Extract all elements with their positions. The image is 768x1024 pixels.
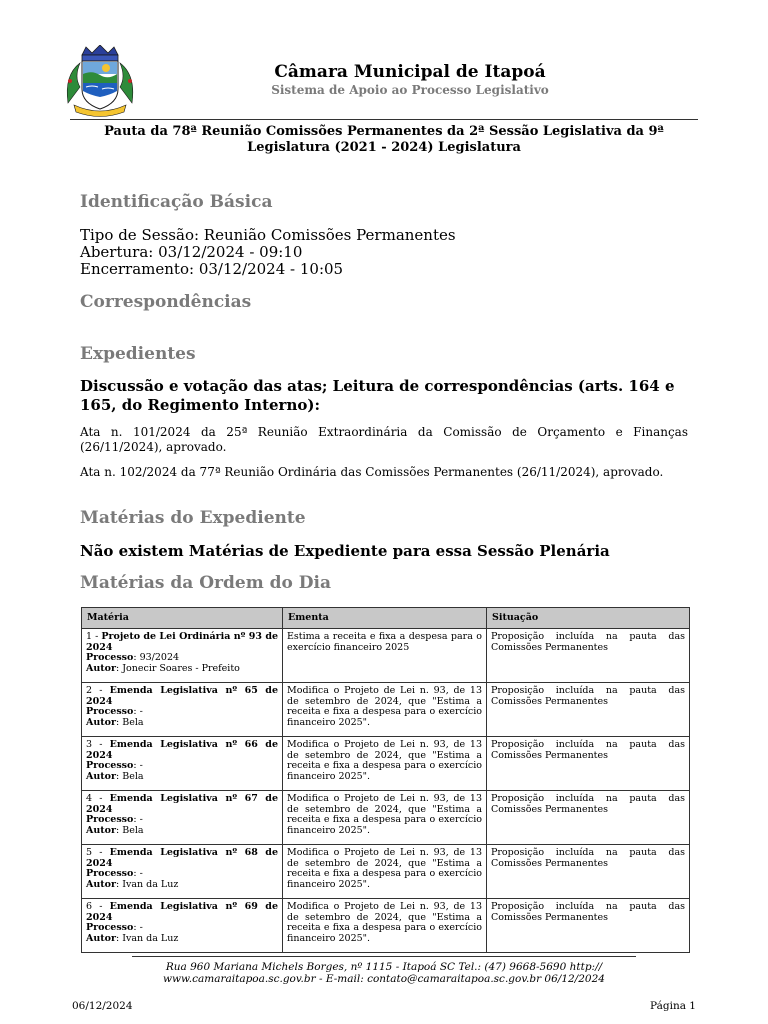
- ementa-cell: Modifica o Projeto de Lei n. 93, de 13 de setembro de 2024, que "Estima a receita e fixa a despesa para o exercício financeiro 2025".: [283, 737, 487, 791]
- section-heading-identificacao: Identificação Básica: [80, 192, 273, 212]
- autor-label: Autor: [86, 770, 117, 782]
- situacao-cell: Proposição incluída na pauta das Comissões Permanentes: [487, 737, 690, 791]
- situacao-cell: Proposição incluída na pauta das Comissões Permanentes: [487, 683, 690, 737]
- situacao-cell: Proposição incluída na pauta das Comissões Permanentes: [487, 899, 690, 953]
- table-row: [82, 899, 690, 953]
- situacao-cell: Proposição incluída na pauta das Comissões Permanentes: [487, 629, 690, 683]
- processo-value: : -: [133, 868, 143, 880]
- autor-label: Autor: [86, 878, 117, 890]
- processo-label: Processo: [86, 868, 134, 880]
- footer-address-line-2: www.camaraitapoa.sc.gov.br - E-mail: contato@camaraitapoa.sc.gov.br 06/12/2024: [163, 973, 605, 985]
- municipal-coat-of-arms-icon: [60, 45, 140, 117]
- session-opening: Abertura: 03/12/2024 - 09:10: [80, 243, 303, 261]
- materia-cell: [82, 683, 283, 737]
- footer-address-line-1: Rua 960 Mariana Michels Borges, nº 1115 - Itapoá SC Tel.: (47) 9668-5690 http://: [165, 961, 603, 973]
- page-number: Página 1: [650, 1000, 696, 1012]
- processo-label: Processo: [86, 760, 134, 772]
- table-row: [82, 737, 690, 791]
- section-heading-correspondencias: Correspondências: [80, 292, 252, 312]
- footer-date: 06/12/2024: [72, 1000, 133, 1012]
- materia-cell: [82, 845, 283, 899]
- footer-divider: [132, 956, 636, 957]
- session-type: Tipo de Sessão: Reunião Comissões Permanentes: [80, 226, 456, 244]
- table-row: [82, 683, 690, 737]
- column-header-situacao: Situação: [487, 608, 690, 629]
- expediente-ata-2: Ata n. 102/2024 da 77ª Reunião Ordinária das Comissões Permanentes (26/11/2024), aprovado.: [80, 465, 664, 479]
- org-subtitle: Sistema de Apoio ao Processo Legislativo: [271, 83, 549, 97]
- autor-value: : Ivan da Luz: [116, 932, 179, 944]
- column-header-materia: Matéria: [82, 608, 283, 629]
- autor-value: : Bela: [116, 824, 144, 836]
- materia-number: 6 -: [86, 901, 110, 912]
- ordem-do-dia-table: [81, 607, 690, 953]
- table-header-row: [82, 608, 690, 629]
- ementa-cell: Estima a receita e fixa a despesa para o exercício financeiro 2025: [283, 629, 487, 683]
- processo-value: : -: [133, 814, 143, 826]
- section-heading-expedientes: Expedientes: [80, 344, 196, 364]
- materia-number: 5 -: [86, 847, 110, 858]
- table-row: [82, 791, 690, 845]
- processo-label: Processo: [86, 814, 134, 826]
- ementa-cell: Modifica o Projeto de Lei n. 93, de 13 de setembro de 2024, que "Estima a receita e fixa a despesa para o exercício financeiro 2025".: [283, 791, 487, 845]
- materia-cell: [82, 629, 283, 683]
- autor-label: Autor: [86, 716, 117, 728]
- expediente-ata-1: Ata n. 101/2024 da 25ª Reunião Extraordinária da Comissão de Orçamento e Finanças (26/11/2024), aprovado.: [80, 425, 688, 454]
- autor-label: Autor: [86, 824, 117, 836]
- autor-value: : Bela: [116, 770, 144, 782]
- autor-value: : Ivan da Luz: [116, 878, 179, 890]
- processo-value: : 93/2024: [133, 652, 180, 664]
- org-name: Câmara Municipal de Itapoá: [274, 62, 546, 82]
- processo-label: Processo: [86, 922, 134, 934]
- materia-number: 1 -: [86, 631, 102, 642]
- autor-label: Autor: [86, 662, 117, 674]
- materia-title-link[interactable]: Emenda Legislativa nº 67 de 2024: [86, 793, 278, 815]
- autor-value: : Jonecir Soares - Prefeito: [116, 662, 240, 674]
- table-row: [82, 845, 690, 899]
- materia-title-link[interactable]: Emenda Legislativa nº 68 de 2024: [86, 847, 278, 869]
- section-heading-ordem-do-dia: Matérias da Ordem do Dia: [80, 573, 331, 593]
- processo-value: : -: [133, 706, 143, 718]
- materia-cell: [82, 791, 283, 845]
- expedientes-subheading: Discussão e votação das atas; Leitura de correspondências (arts. 164 e 165, do Regimento Interno):: [80, 377, 675, 414]
- ementa-cell: Modifica o Projeto de Lei n. 93, de 13 de setembro de 2024, que "Estima a receita e fixa a despesa para o exercício financeiro 2025".: [283, 845, 487, 899]
- footer-address: [120, 961, 648, 985]
- ementa-cell: Modifica o Projeto de Lei n. 93, de 13 de setembro de 2024, que "Estima a receita e fixa a despesa para o exercício financeiro 2025".: [283, 683, 487, 737]
- ementa-cell: Modifica o Projeto de Lei n. 93, de 13 de setembro de 2024, que "Estima a receita e fixa a despesa para o exercício financeiro 2025".: [283, 899, 487, 953]
- processo-label: Processo: [86, 652, 134, 664]
- table-row: [82, 629, 690, 683]
- materia-title-link[interactable]: Emenda Legislativa nº 65 de 2024: [86, 685, 278, 707]
- autor-value: : Bela: [116, 716, 144, 728]
- materia-title-link[interactable]: Projeto de Lei Ordinária nº 93 de 2024: [86, 631, 279, 653]
- materia-title-link[interactable]: Emenda Legislativa nº 66 de 2024: [86, 739, 278, 761]
- materia-cell: [82, 737, 283, 791]
- situacao-cell: Proposição incluída na pauta das Comissões Permanentes: [487, 791, 690, 845]
- processo-value: : -: [133, 760, 143, 772]
- document-title: Pauta da 78ª Reunião Comissões Permanentes da 2ª Sessão Legislativa da 9ª Legislatura (2021 - 2024) Legislatura: [104, 124, 664, 155]
- materia-title-link[interactable]: Emenda Legislativa nº 69 de 2024: [86, 901, 278, 923]
- materia-number: 4 -: [86, 793, 110, 804]
- materia-number: 3 -: [86, 739, 110, 750]
- section-heading-materias-expediente: Matérias do Expediente: [80, 508, 306, 528]
- session-closing: Encerramento: 03/12/2024 - 10:05: [80, 260, 344, 278]
- autor-label: Autor: [86, 932, 117, 944]
- no-materias-message: Não existem Matérias de Expediente para essa Sessão Plenária: [80, 542, 610, 560]
- processo-value: : -: [133, 922, 143, 934]
- situacao-cell: Proposição incluída na pauta das Comissões Permanentes: [487, 845, 690, 899]
- header-divider: [70, 119, 698, 120]
- column-header-ementa: Ementa: [283, 608, 487, 629]
- processo-label: Processo: [86, 706, 134, 718]
- materia-cell: [82, 899, 283, 953]
- materia-number: 2 -: [86, 685, 110, 696]
- page-header: [0, 0, 768, 122]
